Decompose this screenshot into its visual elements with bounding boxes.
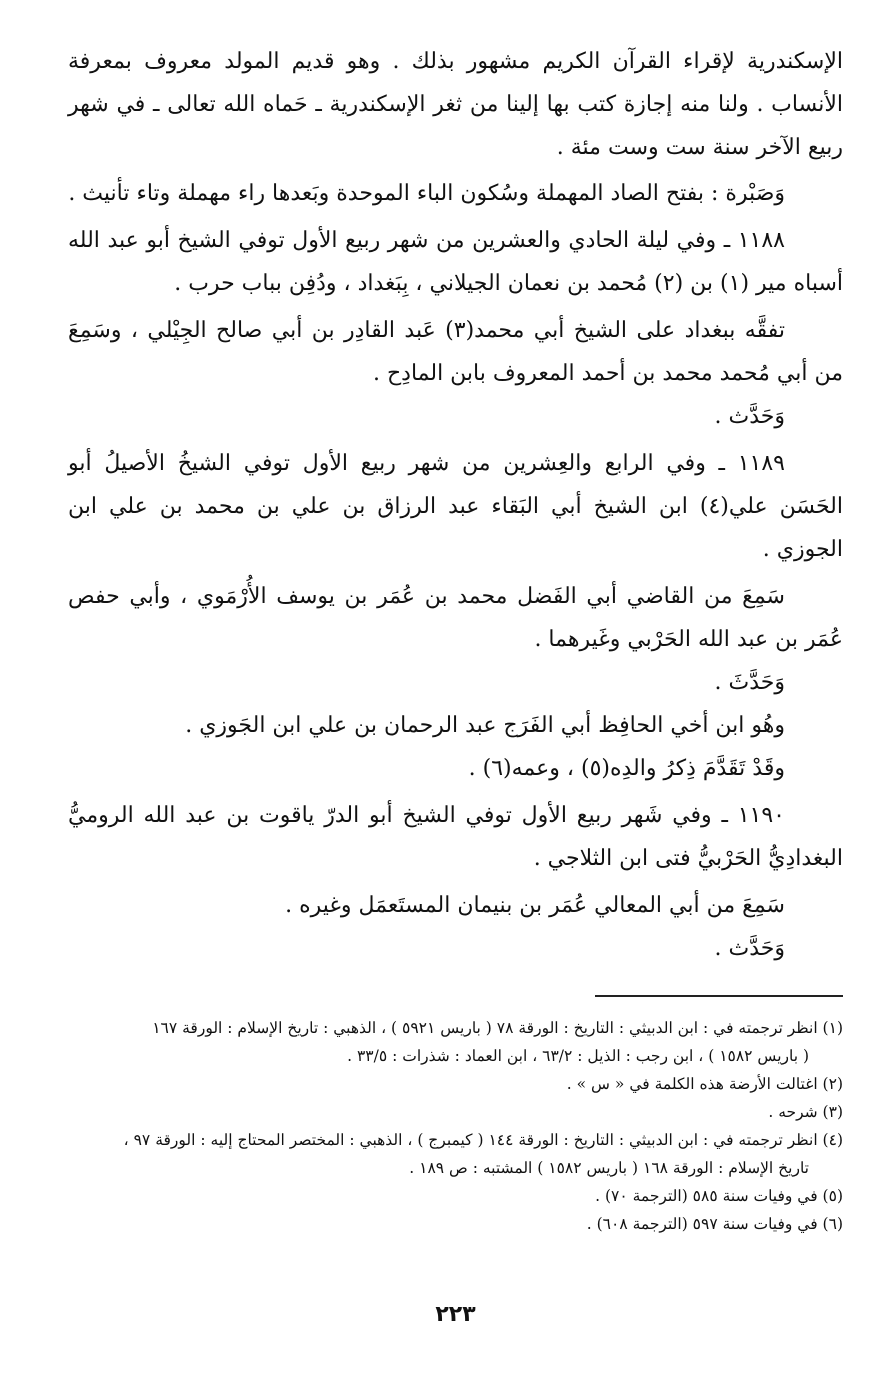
paragraph: وَحَدَّث . [714,936,785,961]
footnote-6: (٦) في وفيات سنة ٥٩٧ (الترجمة ٦٠٨) . [586,1215,843,1233]
entry-1190: ١١٩٠ ـ وفي شَهر ربيع الأول توفي الشيخ أبو الدرّ ياقوت بن عبد الله الروميُّ البغدادِيُّ الحَرْبيُّ فتى ابن الثلاجي . [68,803,843,871]
footnote-1: (١) انظر ترجمته في : ابن الدبيثي : التاريخ : الورقة ٧٨ ( باريس ٥٩٢١ ) ، الذهبي : تاريخ الإسلام : الورقة ١٦٧ [152,1019,843,1037]
footnote-1-continued: ( باريس ١٥٨٢ ) ، ابن رجب : الذيل : ٦٣/٢ ، ابن العماد : شذرات : ٣٣/٥ . [347,1047,809,1065]
page-number: ٢٢٣ [435,1302,476,1327]
paragraph: وقَدْ تَقَدَّمَ ذِكرُ والدِه(٥) ، وعمه(٦) . [468,756,785,781]
paragraph: الإسكندرية لإقراء القرآن الكريم مشهور بذلك . وهو قديم المولد معروف بمعرفة الأنساب . ولنا منه إجازة كتب بها إلينا من ثغر الإسكندرية ـ حَماه الله تعالى ـ في شهر ربيع الآخر سنة ست وست مئة . [68,49,843,160]
footnote-2: (٢) اغتالت الأرضة هذه الكلمة في « س » . [566,1075,843,1093]
footnote-4: (٤) انظر ترجمته في : ابن الدبيثي : التاريخ : الورقة ١٤٤ ( كيمبرج ) ، الذهبي : المختصر المحتاج إليه : الورقة ٩٧ ، [123,1131,843,1149]
paragraph: وَحَدَّثَ . [714,670,785,695]
paragraph: وَحَدَّث . [714,404,785,429]
entry-1188: ١١٨٨ ـ وفي ليلة الحادي والعشرين من شهر ربيع الأول توفي الشيخ أبو عبد الله أسباه مير (١) بن (٢) مُحمد بن نعمان الجيلاني ، بِبَغداد ، ودُفِن بباب حرب . [68,228,843,296]
footnotes [68,1014,843,1238]
paragraph: سَمِعَ من أبي المعالي عُمَر بن بنيمان المستَعمَل وغيره . [285,893,785,918]
footnote-divider [595,995,843,997]
paragraph: وهُو ابن أخي الحافِظ أبي الفَرَج عبد الرحمان بن علي ابن الجَوزي . [185,713,785,738]
entry-1189: ١١٨٩ ـ وفي الرابع والعِشرين من شهر ربيع الأول توفي الشيخُ الأصيلُ أبو الحَسَن علي(٤) ابن الشيخ أبي البَقاء عبد الرزاق بن علي بن محمد بن علي ابن الجوزي . [68,451,843,562]
paragraph: سَمِعَ من القاضي أبي الفَضل محمد بن عُمَر بن يوسف الأُرْمَوي ، وأبي حفص عُمَر بن عبد الله الحَرْبي وغَيرهما . [68,584,843,652]
paragraph: وَصَبْرة : بفتح الصاد المهملة وسُكون الباء الموحدة وبَعدها راء مهملة وتاء تأنيث . [68,181,785,206]
footnote-3: (٣) شرحه . [768,1103,843,1121]
footnote-4-continued: تاريخ الإسلام : الورقة ١٦٨ ( باريس ١٥٨٢ ) المشتبه : ص ١٨٩ . [409,1159,809,1177]
main-text [68,40,843,970]
footnote-5: (٥) في وفيات سنة ٥٨٥ (الترجمة ٧٠) . [595,1187,843,1205]
paragraph: تفقَّه ببغداد على الشيخ أبي محمد(٣) عَبد القادِر بن أبي صالح الجِيْلي ، وسَمِعَ من أبي مُحمد محمد بن أحمد المعروف بابن المادِح . [68,318,843,386]
book-page [68,40,843,1394]
